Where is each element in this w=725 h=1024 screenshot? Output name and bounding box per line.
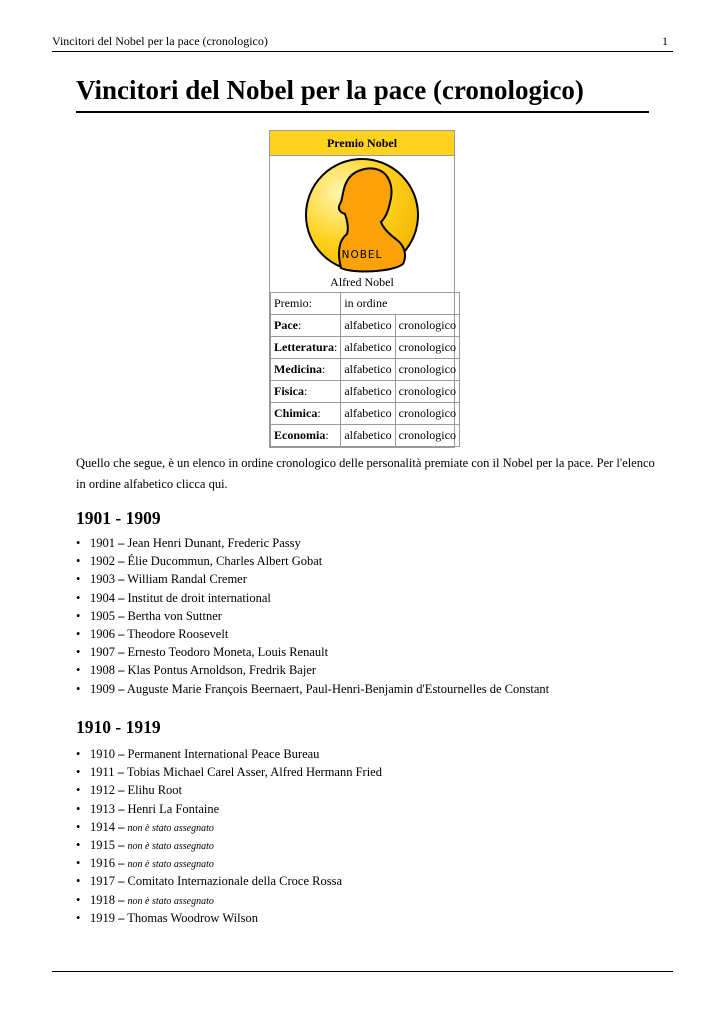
laureate-year: 1906 (90, 626, 115, 641)
laureate-item (76, 745, 382, 763)
laureate-year: 1915 (90, 837, 115, 852)
laureate-year: 1907 (90, 645, 115, 660)
section-heading-1910-1919: 1910 - 1919 (76, 717, 161, 737)
laureate-year: 1901 (90, 536, 115, 550)
nobel-medal-icon (303, 156, 421, 274)
laureate-item (76, 680, 549, 698)
laureate-name[interactable]: Theodore Roosevelt (127, 626, 229, 641)
infobox-row (271, 337, 460, 359)
section-heading-1901-1909: 1901 - 1909 (76, 508, 161, 528)
bullet-icon: • (76, 747, 81, 761)
bullet-icon: • (76, 819, 81, 834)
laureate-year: 1913 (90, 801, 115, 816)
dash-separator: – (118, 663, 125, 678)
laureate-year: 1918 (90, 892, 115, 907)
bullet-icon: • (76, 536, 81, 550)
infobox-key: Premio: (271, 293, 341, 315)
alphabetical-link[interactable]: alfabetico (341, 425, 395, 447)
infobox-header: Premio Nobel (270, 131, 454, 156)
dash-separator: – (118, 536, 125, 550)
laureate-name: non è stato assegnato (127, 822, 214, 834)
laureate-item (76, 570, 549, 588)
laureate-item (76, 552, 549, 570)
bullet-icon: • (76, 590, 81, 605)
laureate-name[interactable]: Tobias Michael Carel Asser, Alfred Hermann Fried (126, 765, 382, 780)
bullet-icon: • (76, 554, 81, 569)
laureate-name[interactable]: Ernesto Teodoro Moneta, Louis Renault (127, 645, 329, 660)
dash-separator: – (118, 554, 125, 569)
laureate-item (76, 625, 549, 643)
infobox-prize-category[interactable]: Economia: (271, 425, 341, 447)
laureate-year: 1916 (90, 856, 115, 871)
laureate-item (76, 909, 382, 927)
nobel-infobox (269, 130, 455, 448)
laureate-year: 1902 (90, 554, 115, 569)
bullet-icon: • (76, 874, 81, 889)
laureate-item (76, 872, 382, 890)
laureate-year: 1917 (90, 874, 115, 889)
laureate-year: 1910 (90, 747, 115, 761)
laureate-name[interactable]: Permanent International Peace Bureau (127, 747, 320, 761)
dash-separator: – (118, 608, 125, 623)
bullet-icon: • (76, 663, 81, 678)
dash-separator: – (118, 747, 125, 761)
laureate-name[interactable]: Elihu Root (127, 783, 183, 798)
laureate-name: non è stato assegnato (127, 840, 214, 852)
dash-separator: – (117, 765, 124, 780)
alphabetical-link[interactable]: alfabetico (341, 315, 395, 337)
alphabetical-link[interactable]: alfabetico (341, 403, 395, 425)
chronological-link[interactable]: cronologico (395, 425, 459, 447)
laureates-list-1901-1909 (76, 534, 549, 698)
dash-separator: – (118, 572, 125, 587)
dash-separator: – (118, 856, 125, 871)
laureate-item (76, 763, 382, 781)
alphabetical-link[interactable]: alfabetico (341, 359, 395, 381)
bullet-icon: • (76, 837, 81, 852)
infobox-row (271, 403, 460, 425)
dash-separator: – (118, 801, 125, 816)
laureate-year: 1903 (90, 572, 115, 587)
infobox-prize-category[interactable]: Letteratura: (271, 337, 341, 359)
infobox-prize-category[interactable]: Medicina: (271, 359, 341, 381)
bullet-icon: • (76, 681, 81, 696)
laureate-name[interactable]: Jean Henri Dunant, Frederic Passy (127, 536, 301, 550)
dash-separator: – (118, 892, 125, 907)
laureate-item (76, 781, 382, 799)
dash-separator: – (118, 910, 125, 925)
infobox-row-premio (271, 293, 460, 315)
chronological-link[interactable]: cronologico (395, 381, 459, 403)
infobox-prize-category[interactable]: Pace: (271, 315, 341, 337)
infobox-prize-category[interactable]: Fisica: (271, 381, 341, 403)
infobox-row (271, 315, 460, 337)
laureates-list-1910-1919 (76, 745, 382, 927)
medal-label: NOBEL (341, 249, 383, 261)
running-header-title: Vincitori del Nobel per la pace (cronologico) (52, 34, 268, 48)
infobox-value: in ordine (341, 293, 460, 315)
dash-separator: – (118, 783, 125, 798)
laureate-item (76, 643, 549, 661)
infobox-prize-category[interactable]: Chimica: (271, 403, 341, 425)
bullet-icon: • (76, 572, 81, 587)
bullet-icon: • (76, 626, 81, 641)
laureate-name[interactable]: Klas Pontus Arnoldson, Fredrik Bajer (127, 663, 317, 678)
laureate-year: 1908 (90, 663, 115, 678)
laureate-name[interactable]: Institut de droit international (127, 590, 271, 605)
bullet-icon: • (76, 910, 81, 925)
bullet-icon: • (76, 765, 81, 780)
laureate-year: 1909 (90, 681, 115, 696)
bullet-icon: • (76, 892, 81, 907)
bullet-icon: • (76, 856, 81, 871)
laureate-year: 1919 (90, 910, 115, 925)
laureate-item (76, 589, 549, 607)
laureate-year: 1904 (90, 590, 115, 605)
laureate-name[interactable]: Thomas Woodrow Wilson (127, 910, 258, 925)
bullet-icon: • (76, 608, 81, 623)
running-header (52, 34, 673, 52)
dash-separator: – (118, 837, 125, 852)
dash-separator: – (118, 626, 125, 641)
page-number: 1 (662, 34, 668, 48)
laureate-item (76, 836, 382, 854)
page-title: Vincitori del Nobel per la pace (cronologico) (76, 72, 649, 113)
bullet-icon: • (76, 801, 81, 816)
laureate-item (76, 818, 382, 836)
dash-separator: – (118, 645, 125, 660)
chronological-link[interactable]: cronologico (395, 359, 459, 381)
dash-separator: – (118, 681, 125, 696)
laureate-year: 1911 (90, 765, 115, 780)
dash-separator: – (118, 819, 125, 834)
laureate-name[interactable]: Élie Ducommun, Charles Albert Gobat (127, 554, 323, 569)
laureate-item (76, 607, 549, 625)
nobel-medal-image (270, 156, 454, 274)
laureate-item (76, 534, 549, 552)
laureate-year: 1905 (90, 608, 115, 623)
laureate-year: 1912 (90, 783, 115, 798)
infobox-row (271, 425, 460, 447)
laureate-item (76, 800, 382, 818)
laureate-name[interactable]: William Randal Cremer (127, 572, 247, 587)
chronological-link[interactable]: cronologico (395, 337, 459, 359)
laureate-item (76, 891, 382, 909)
laureate-item (76, 854, 382, 872)
laureate-name: non è stato assegnato (127, 859, 214, 871)
laureate-name[interactable]: Auguste Marie François Beernaert, Paul-Henri-Benjamin d'Estournelles de Constant (126, 681, 550, 696)
laureate-name: non è stato assegnato (127, 895, 214, 907)
infobox-caption: Alfred Nobel (330, 275, 394, 289)
chronological-link[interactable]: cronologico (395, 403, 459, 425)
infobox-table (270, 292, 460, 447)
dash-separator: – (118, 590, 125, 605)
alphabetical-link[interactable]: alfabetico (341, 381, 395, 403)
footer-rule (52, 971, 673, 972)
infobox-row (271, 359, 460, 381)
laureate-item (76, 661, 549, 679)
laureate-year: 1914 (90, 819, 115, 834)
bullet-icon: • (76, 645, 81, 660)
laureate-name[interactable]: Comitato Internazionale della Croce Rossa (127, 874, 343, 889)
bullet-icon: • (76, 783, 81, 798)
laureate-name[interactable]: Henri La Fontaine (127, 801, 220, 816)
intro-paragraph: Quello che segue, è un elenco in ordine cronologico delle personalità premiate con il Nobel per la pace. Per l'elenco in ordine alfabetico clicca qui. (76, 456, 655, 491)
laureate-name[interactable]: Bertha von Suttner (127, 608, 222, 623)
chronological-link[interactable]: cronologico (395, 315, 459, 337)
infobox-row (271, 381, 460, 403)
alphabetical-link[interactable]: alfabetico (341, 337, 395, 359)
dash-separator: – (118, 874, 125, 889)
